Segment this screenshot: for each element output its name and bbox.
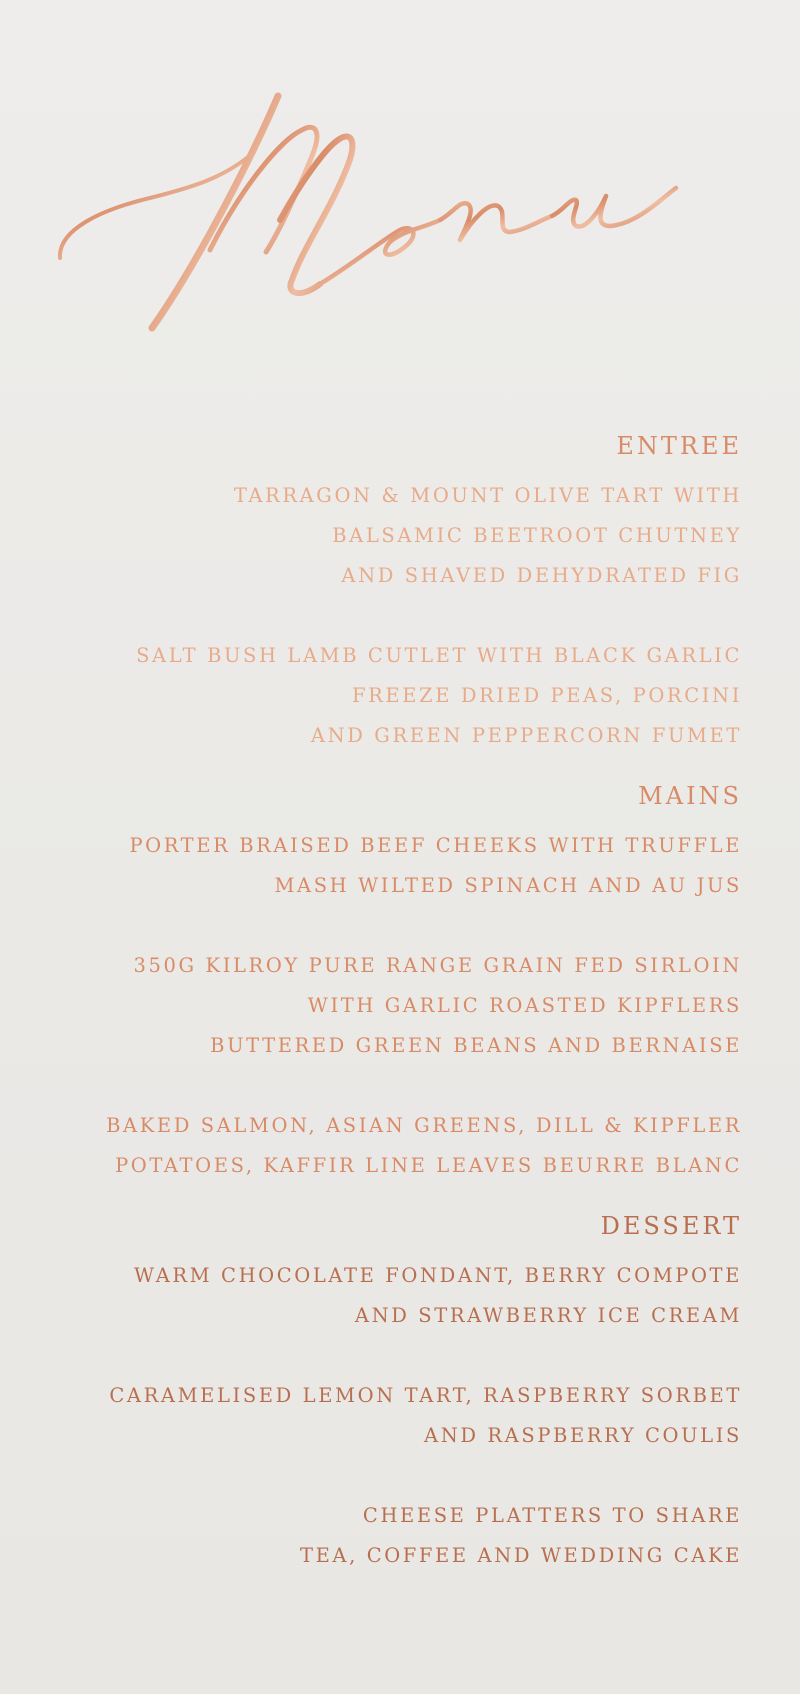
menu-sections (62, 428, 742, 1616)
menu-section-dessert (62, 1208, 742, 1576)
dish-line: AND STRAWBERRY ICE CREAM (354, 1304, 742, 1327)
dish-line: WARM CHOCOLATE FONDANT, BERRY COMPOTE (134, 1264, 742, 1287)
dish-line: CHEESE PLATTERS TO SHARE (362, 1504, 742, 1527)
dish-line: POTATOES, KAFFIR LINE LEAVES BEURRE BLANC (115, 1154, 742, 1177)
dish-line: BAKED SALMON, ASIAN GREENS, DILL & KIPFLER (106, 1114, 742, 1137)
dish-item (62, 636, 742, 756)
menu-section-mains (62, 778, 742, 1186)
dish-item (62, 826, 742, 906)
dish-line: 350G KILROY PURE RANGE GRAIN FED SIRLOIN (133, 954, 742, 977)
dish-line: CARAMELISED LEMON TART, RASPBERRY SORBET (109, 1384, 742, 1407)
section-heading: ENTREE (616, 432, 742, 460)
dish-line: TARRAGON & MOUNT OLIVE TART WITH (233, 484, 742, 507)
dish-line: AND SHAVED DEHYDRATED FIG (341, 564, 742, 587)
script-lettering-graphic (40, 70, 740, 350)
dish-line: WITH GARLIC ROASTED KIPFLERS (307, 994, 742, 1017)
dish-line: TEA, COFFEE AND WEDDING CAKE (299, 1544, 742, 1567)
dish-line: MASH WILTED SPINACH AND AU JUS (274, 874, 742, 897)
dish-item (62, 1496, 742, 1576)
section-heading: MAINS (638, 782, 742, 810)
dish-item (62, 1256, 742, 1336)
dish-item (62, 476, 742, 596)
dish-item (62, 1106, 742, 1186)
dish-line: AND GREEN PEPPERCORN FUMET (310, 724, 742, 747)
dish-item (62, 1376, 742, 1456)
menu-section-entree (62, 428, 742, 756)
dish-line: BALSAMIC BEETROOT CHUTNEY (332, 524, 742, 547)
dish-line: AND RASPBERRY COULIS (424, 1424, 742, 1447)
menu-script-title (40, 70, 740, 350)
dish-line: BUTTERED GREEN BEANS AND BERNAISE (210, 1034, 742, 1057)
dish-item (62, 946, 742, 1066)
section-heading: DESSERT (600, 1212, 742, 1240)
dish-line: SALT BUSH LAMB CUTLET WITH BLACK GARLIC (136, 644, 742, 667)
dish-line: PORTER BRAISED BEEF CHEEKS WITH TRUFFLE (129, 834, 742, 857)
dish-line: FREEZE DRIED PEAS, PORCINI (351, 684, 742, 707)
